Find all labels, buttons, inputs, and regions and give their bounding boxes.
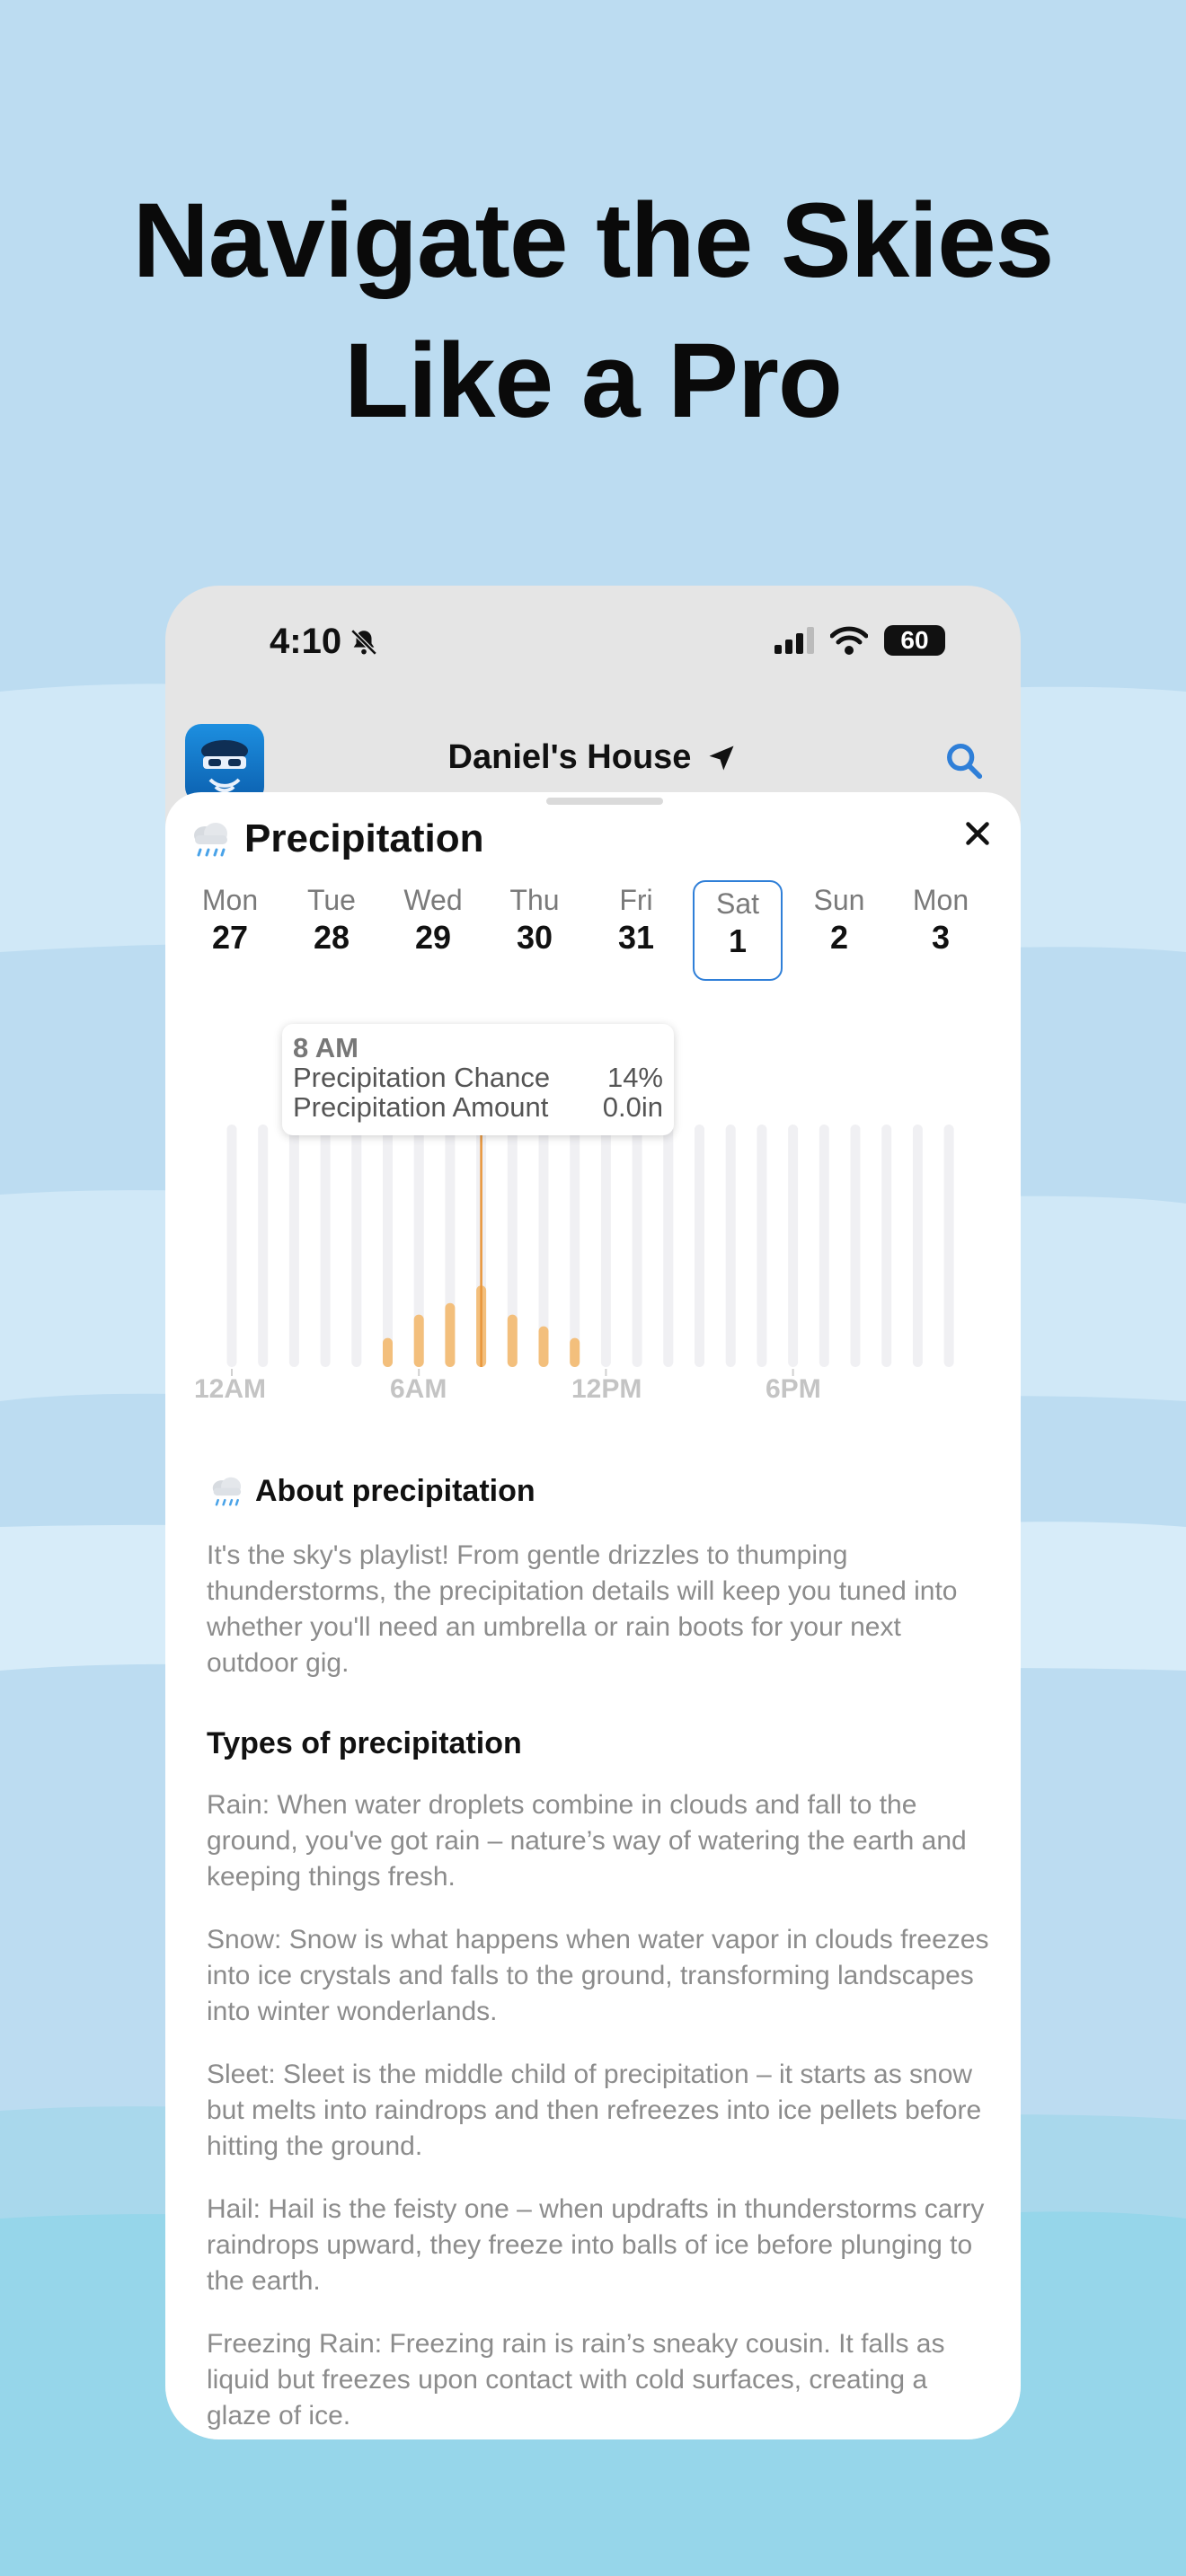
day-date: 1: [728, 922, 748, 959]
search-button[interactable]: [943, 740, 985, 786]
tooltip-chance-label: Precipitation Chance: [293, 1062, 551, 1093]
chart-bar-track: [227, 1125, 237, 1367]
chart-bar-track: [788, 1125, 798, 1367]
day-name: Mon: [201, 884, 259, 916]
location-title[interactable]: [165, 738, 1021, 777]
search-icon: [943, 740, 985, 781]
tooltip-amount-row: [293, 1092, 663, 1122]
chart-bar[interactable]: [570, 1338, 580, 1367]
chart-bar-track: [695, 1125, 704, 1367]
x-axis-tick-label: 12AM: [194, 1374, 267, 1404]
day-tab-selected[interactable]: [693, 880, 783, 981]
chart-bar-track: [570, 1125, 580, 1367]
status-indicators: [774, 625, 945, 656]
tooltip-amount-label: Precipitation Amount: [293, 1091, 549, 1123]
day-date: 3: [931, 919, 951, 956]
type-paragraph-hail: Hail: Hail is the feisty one – when updrafts in thunderstorms carry raindrops upward, they freeze into balls of ice before plunging to the earth.: [207, 2194, 985, 2296]
chart-bar[interactable]: [414, 1315, 424, 1367]
chart-bar[interactable]: [508, 1315, 518, 1367]
types-title: Types of precipitation: [207, 1726, 522, 1760]
location-name: Daniel's House: [447, 738, 692, 776]
day-date: 27: [211, 919, 249, 956]
day-tab[interactable]: [794, 882, 884, 957]
day-date: 30: [516, 919, 553, 956]
cellular-signal-icon: [774, 627, 814, 654]
day-date: 31: [617, 919, 655, 956]
type-paragraph-rain: Rain: When water droplets combine in clouds and fall to the ground, you've got rain – nature’s way of watering the earth and keeping things fresh.: [207, 1790, 967, 1892]
chart-bar[interactable]: [383, 1338, 393, 1367]
bell-slash-icon: [349, 627, 379, 657]
day-tab[interactable]: [896, 882, 986, 957]
rain-cloud-icon: [207, 1471, 246, 1511]
chart-bar-track: [881, 1125, 891, 1367]
headline-line-1: Navigate the Skies: [132, 181, 1054, 300]
battery-indicator: 60: [884, 625, 945, 656]
type-paragraph-freezing-rain: Freezing Rain: Freezing rain is rain’s sneaky cousin. It falls as liquid but freezes upon contact with cold surfaces, creating a glaze of ice.: [207, 2329, 945, 2430]
x-axis-tick-label: 12PM: [571, 1374, 642, 1404]
about-body: It's the sky's playlist! From gentle drizzles to thumping thunderstorms, the precipitation details will keep you tuned into whether you'll need an umbrella or rain boots for your next outdoor gig.: [207, 1540, 958, 1678]
day-tab[interactable]: [388, 882, 478, 957]
chart-bar-track: [633, 1125, 642, 1367]
day-tab[interactable]: [490, 882, 580, 957]
x-axis-tick-label: 6PM: [766, 1374, 821, 1404]
day-date: 29: [414, 919, 452, 956]
chart-bar-track: [321, 1125, 331, 1367]
about-title: About precipitation: [255, 1473, 535, 1508]
day-name: Wed: [403, 884, 463, 916]
location-arrow-icon: [705, 742, 738, 774]
day-name: Thu: [509, 884, 560, 916]
day-name: Mon: [912, 884, 969, 916]
tooltip-chance-value: 14%: [606, 1062, 663, 1093]
chart-bar-track: [289, 1125, 299, 1367]
sheet-grabber[interactable]: [546, 798, 663, 805]
headline: [0, 171, 1186, 451]
wifi-icon: [830, 626, 868, 655]
sheet-header: [187, 816, 484, 862]
day-tab[interactable]: [185, 882, 275, 957]
tooltip-time: 8 AM: [293, 1032, 358, 1063]
chart-bar-track: [819, 1125, 829, 1367]
chart-bar-track: [601, 1125, 611, 1367]
status-time: [270, 622, 379, 662]
sheet-title: Precipitation: [244, 816, 484, 860]
about-header: [207, 1471, 535, 1511]
chart-bar[interactable]: [445, 1303, 455, 1367]
day-date: 28: [313, 919, 350, 956]
chart-bar-track: [851, 1125, 861, 1367]
close-button[interactable]: [961, 817, 994, 854]
type-paragraph-sleet: Sleet: Sleet is the middle child of precipitation – it starts as snow but melts into raindrops and then refreezes into ice pellets before hitting the ground.: [207, 2060, 982, 2161]
chart-bar-track: [663, 1125, 673, 1367]
chart-bar-track: [726, 1125, 736, 1367]
chart-bar[interactable]: [539, 1327, 549, 1367]
status-time-label: 4:10: [270, 622, 342, 661]
day-name: Fri: [619, 884, 653, 916]
day-name: Tue: [307, 884, 356, 916]
precipitation-chart[interactable]: [165, 1125, 1021, 1376]
day-tab[interactable]: [287, 882, 376, 957]
type-paragraph-snow: Snow: Snow is what happens when water vapor in clouds freezes into ice crystals and falls to the ground, transforming landscapes into winter wonderlands.: [207, 1925, 989, 2026]
x-axis-tick-label: 6AM: [390, 1374, 447, 1404]
day-name: Sat: [715, 887, 760, 920]
chart-bar-track: [258, 1125, 268, 1367]
chart-tooltip: [282, 1024, 674, 1135]
chart-bar-track: [351, 1125, 361, 1367]
rain-cloud-icon: [187, 816, 234, 862]
headline-line-2: Like a Pro: [343, 322, 842, 440]
phone-frame: [165, 586, 1021, 2439]
precipitation-sheet: [165, 792, 1021, 2439]
chart-bar-track: [913, 1125, 923, 1367]
tooltip-chance-row: [293, 1063, 663, 1092]
chart-bar-track: [757, 1125, 766, 1367]
day-tab[interactable]: [591, 882, 681, 957]
chart-bar-track: [383, 1125, 393, 1367]
day-name: Sun: [813, 884, 865, 916]
tooltip-amount-value: 0.0in: [602, 1091, 663, 1123]
day-date: 2: [829, 919, 849, 956]
chart-bar-track: [944, 1125, 954, 1367]
close-icon: [961, 817, 994, 850]
